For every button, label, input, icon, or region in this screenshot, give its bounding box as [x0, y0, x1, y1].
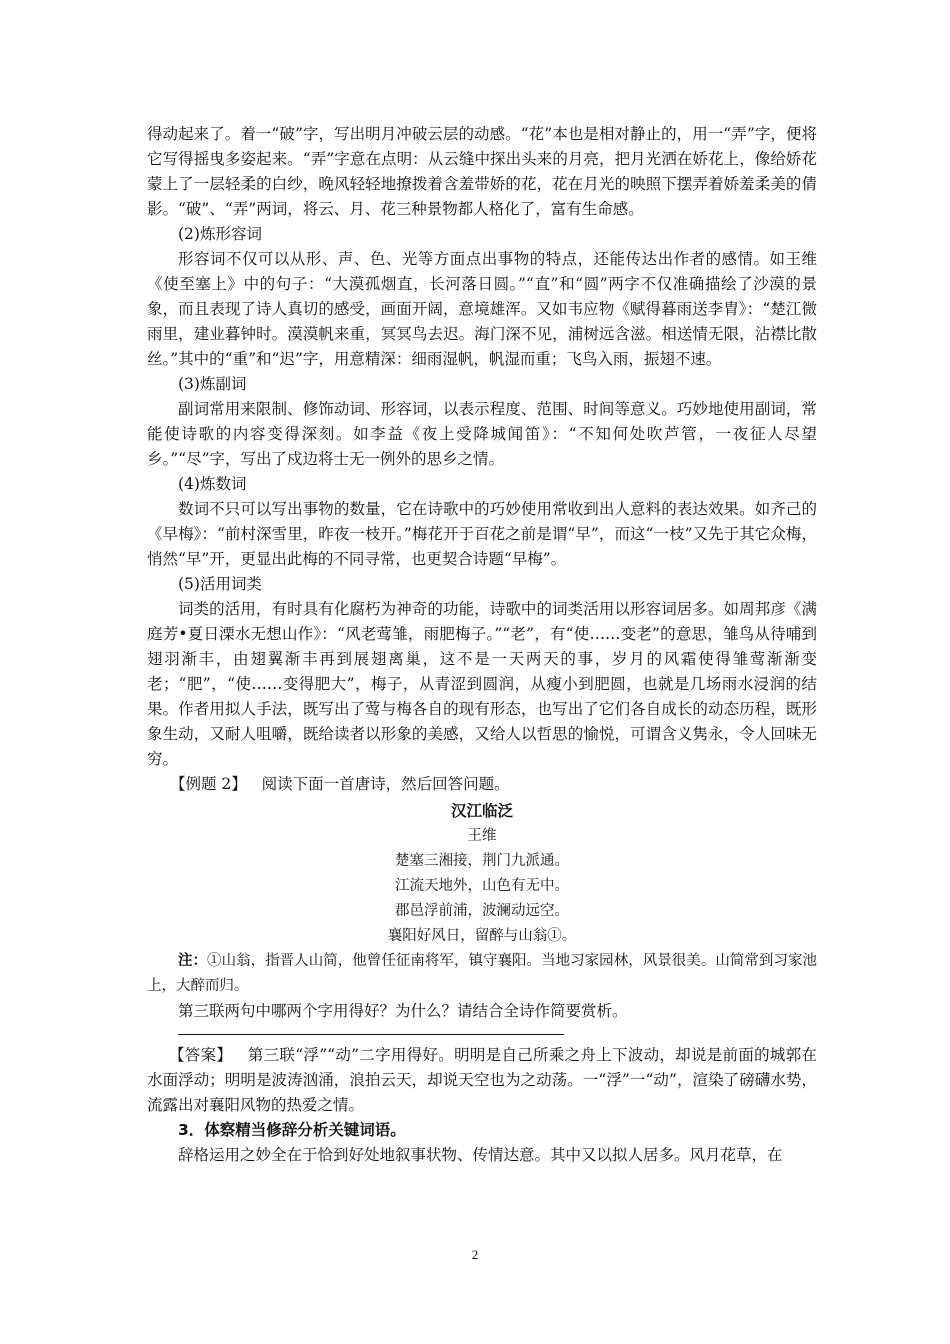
- poem-note: [147, 949, 817, 999]
- note-text: ①山翁，指晋人山简，他曾任征南将军，镇守襄阳。当地习家园林，风景很美。山简常到习家池上，大醉而归。: [147, 953, 817, 994]
- page-number: 2: [471, 1247, 479, 1262]
- poem-line: 江流天地外，山色有无中。: [395, 878, 569, 894]
- example-question: 第三联两句中哪两个字用得好？为什么？请结合全诗作简要赏析。: [178, 1002, 628, 1020]
- poem-line: 襄阳好风日，留醉与山翁①。: [387, 928, 577, 944]
- answer-text: 第三联“浮”“动”二字用得好。明明是自己所乘之舟上下波动，却说是前面的城郭在水面浮动；明明是波涛汹涌，浪拍云天，却说天空也为之动荡。一“浮”一“动”，渲染了磅礴水势，流露出对襄阳风物的热爱之情。: [147, 1046, 817, 1114]
- heading-word-class: (5)活用词类: [178, 575, 262, 593]
- document-page: [147, 122, 817, 1168]
- poem-author: 王维: [467, 828, 497, 844]
- paragraph-numeral: 数词不只可以写出事物的数量，它在诗歌中的巧妙使用常收到出人意料的表达效果。如齐己的《早梅》：“前村深雪里，昨夜一枝开。”梅花开于百花之前是谓“早”，而这“一枝”又先于其它众梅，悄然“早”开，更显出此梅的不同寻常，也更契合诗题“早梅”。: [147, 500, 817, 568]
- poem-title: 汉江临泛: [450, 802, 513, 820]
- paragraph-adjective: 形容词不仅可以从形、声、色、光等方面点出事物的特点，还能传达出作者的感情。如王维《使至塞上》中的句子：“大漠孤烟直，长河落日圆。”“直”和“圆”两字不仅准确描绘了沙漠的景象，而且表现了诗人真切的感受，画面开阔，意境雄浑。又如韦应物《赋得暮雨送李胄》：“楚江微雨里，建业暮钟时。漠漠帆来重，冥冥鸟去迟。海门深不见，浦树远含滋。相送情无限，沾襟比散丝。”其中的“重”和“迟”字，用意精深：细雨湿帆，帆湿而重；飞鸟入雨，振翅不速。: [147, 250, 817, 368]
- example-prompt: [147, 772, 817, 797]
- paragraph-verb-continuation: 得动起来了。着一“破”字，写出明月冲破云层的动感。“花”本也是相对静止的，用一“弄”字，便将它写得摇曳多姿起来。“弄”字意在点明：从云缝中探出头来的月亮，把月光洒在娇花上，像给娇花蒙上了一层轻柔的白纱，晚风轻轻地撩拨着含羞带娇的花，花在月光的映照下摆弄着娇羞柔美的倩影。“破”、“弄”两词，将云、月、花三种景物都人格化了，富有生命感。: [147, 125, 817, 218]
- heading-adjective: (2)炼形容词: [178, 225, 262, 243]
- answer-blank-line: [178, 1024, 564, 1035]
- poem-line: 郡邑浮前浦，波澜动远空。: [395, 903, 569, 919]
- example-label: 【例题 2】: [170, 775, 247, 793]
- poem-line: 楚塞三湘接，荆门九派通。: [395, 853, 569, 869]
- answer-label: 【答案】: [169, 1046, 233, 1064]
- note-label: 注：: [178, 953, 208, 969]
- example-prompt-text: 阅读下面一首唐诗，然后回答问题。: [261, 775, 510, 793]
- answer-paragraph: [147, 1043, 817, 1118]
- heading-numeral: (4)炼数词: [178, 475, 247, 493]
- section-heading: 3．体察精当修辞分析关键词语。: [178, 1121, 406, 1139]
- paragraph-adverb: 副词常用来限制、修饰动词、形容词，以表示程度、范围、时间等意义。巧妙地使用副词，常能使诗歌的内容变得深刻。如李益《夜上受降城闻笛》：“不知何处吹芦管，一夜征人尽望乡。”“尽”字，写出了戍边将士无一例外的思乡之情。: [147, 400, 817, 468]
- section-paragraph: 辞格运用之妙全在于恰到好处地叙事状物、传情达意。其中又以拟人居多。风月花草，在: [178, 1146, 783, 1164]
- paragraph-word-class: 词类的活用，有时具有化腐朽为神奇的功能，诗歌中的词类活用以形容词居多。如周邦彦《满庭芳•夏日溧水无想山作》：“风老莺雏，雨肥梅子。”“老”，有“使……变老”的意思，雏鸟从待哺到翅羽渐丰，由翅翼渐丰再到展翅离巢，这不是一天两天的事，岁月的风霜使得雏莺渐渐变老；“肥”，“使……变得肥大”，梅子，从青涩到圆润，从瘦小到肥圆，也就是几场雨水浸润的结果。作者用拟人手法，既写出了莺与梅各自的现有形态，也写出了它们各自成长的动态历程，既形象生动，又耐人咀嚼，既给读者以形象的美感，又给人以哲思的愉悦，可谓含义隽永，令人回味无穷。: [147, 600, 817, 768]
- heading-adverb: (3)炼副词: [178, 375, 247, 393]
